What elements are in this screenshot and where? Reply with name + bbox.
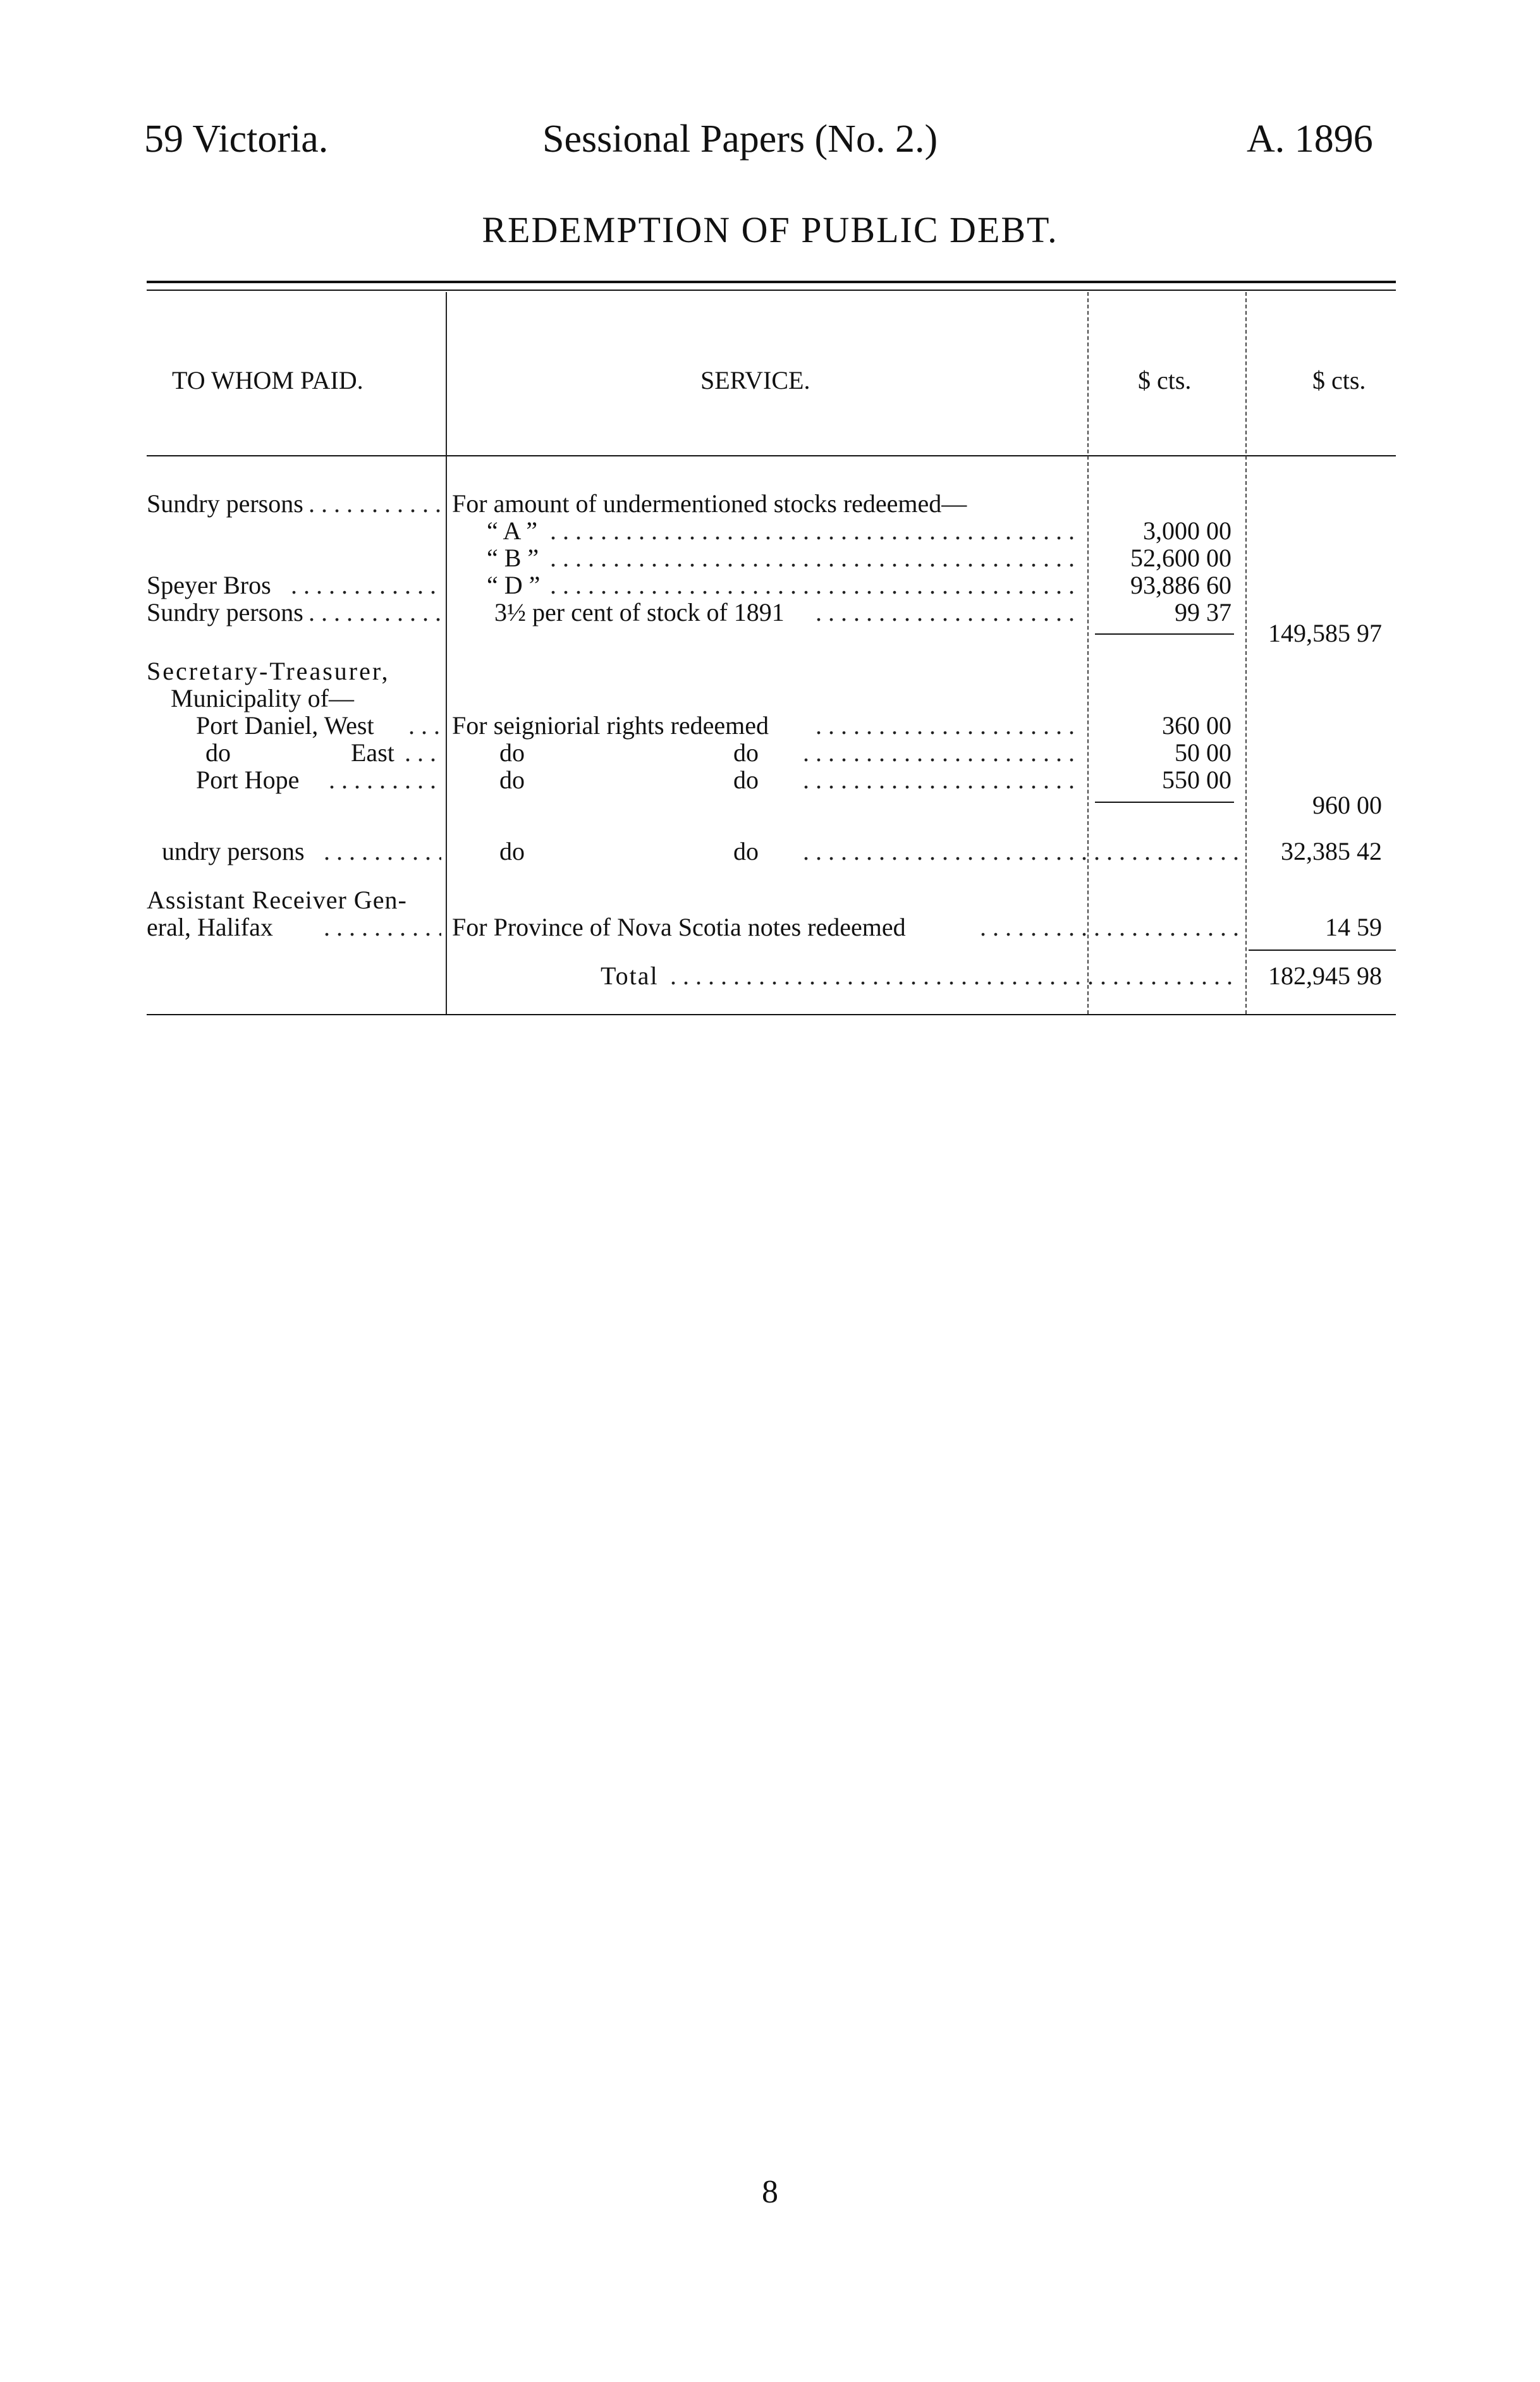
row10-paid-line1: Assistant Receiver Gen- — [147, 886, 407, 914]
row4-paid: Speyer Bros — [147, 571, 271, 599]
header-rule — [147, 455, 1396, 456]
top-rule-thin — [147, 290, 1396, 291]
row9-paid: undry persons — [162, 837, 305, 865]
row4-service: “ D ” — [487, 571, 541, 599]
row7-paid-do: do — [205, 738, 231, 767]
row2-leader — [550, 517, 1081, 545]
total-value: 182,945 98 — [1268, 962, 1382, 990]
col-header-dollars-cts-2: $ cts. — [1312, 366, 1366, 394]
col-divider-paid — [446, 292, 447, 1014]
row1-paid-leader — [309, 490, 441, 518]
row10-total: 14 59 — [1325, 913, 1382, 941]
subtotal2-rule — [1095, 802, 1234, 803]
header-center: Sessional Papers (No. 2.) — [542, 118, 938, 161]
page-number: 8 — [762, 2174, 778, 2210]
total-label: Total — [601, 962, 659, 990]
row8-paid-leader — [329, 766, 441, 794]
row6-paid-line3: Port Daniel, West — [196, 711, 374, 740]
row10-paid-leader — [324, 913, 441, 941]
row4-amount: 93,886 60 — [1130, 571, 1231, 599]
row4-paid-leader — [291, 571, 441, 599]
row7-service-do-b: do — [733, 738, 759, 767]
subtotal1-rule — [1095, 633, 1234, 635]
row7-paid-leader — [405, 739, 441, 767]
subtotal2-amount: 960 00 — [1312, 791, 1382, 819]
page-title: REDEMPTION OF PUBLIC DEBT. — [482, 209, 1058, 250]
row5-paid-leader — [309, 599, 441, 626]
row6-amount: 360 00 — [1162, 711, 1231, 740]
row6-leader — [816, 712, 1081, 740]
header-right: A. 1896 — [1247, 118, 1373, 161]
row8-leader — [803, 766, 1081, 794]
col-header-dollars-cts-1: $ cts. — [1138, 366, 1192, 394]
row9-total: 32,385 42 — [1281, 837, 1382, 865]
row7-amount: 50 00 — [1175, 738, 1231, 767]
row10-paid-line2: eral, Halifax — [147, 913, 273, 941]
row7-paid-east: East — [351, 738, 394, 767]
row5-amount: 99 37 — [1175, 598, 1231, 626]
row9-service-do-b: do — [733, 837, 759, 865]
col-divider-service — [1087, 292, 1089, 1014]
row3-service: “ B ” — [487, 544, 539, 572]
row5-leader — [816, 599, 1081, 626]
row9-service-do-a: do — [499, 837, 525, 865]
total-leader — [670, 962, 1239, 990]
col-header-to-whom-paid: TO WHOM PAID. — [172, 366, 364, 394]
bottom-rule — [147, 1014, 1396, 1015]
row6-paid-leader — [408, 712, 441, 740]
row3-leader — [550, 544, 1081, 572]
row10-service: For Province of Nova Scotia notes redeemed — [452, 913, 906, 941]
row2-amount: 3,000 00 — [1143, 516, 1231, 545]
row6-service: For seigniorial rights redeemed — [452, 711, 769, 740]
row6-paid-line1: Secretary-Treasurer, — [147, 657, 390, 685]
row9-leader — [803, 838, 1239, 865]
row6-paid-line2: Municipality of— — [171, 684, 354, 712]
col-header-service: SERVICE. — [700, 366, 810, 394]
row8-service-do-a: do — [499, 766, 525, 794]
row10-leader — [980, 913, 1239, 941]
row1-service: For amount of undermentioned stocks redeemed— — [452, 489, 967, 518]
row8-paid: Port Hope — [196, 766, 300, 794]
row7-leader — [803, 739, 1081, 767]
row5-service: 3½ per cent of stock of 1891 — [494, 598, 785, 626]
row7-service-do-a: do — [499, 738, 525, 767]
row8-amount: 550 00 — [1162, 766, 1231, 794]
top-rule — [147, 281, 1396, 283]
row2-service: “ A ” — [487, 516, 537, 545]
header-left: 59 Victoria. — [144, 118, 329, 161]
row3-amount: 52,600 00 — [1130, 544, 1231, 572]
row5-paid: Sundry persons — [147, 598, 303, 626]
row8-service-do-b: do — [733, 766, 759, 794]
row1-paid: Sundry persons — [147, 489, 303, 518]
row9-paid-leader — [324, 838, 441, 865]
total-rule — [1249, 950, 1396, 951]
row4-leader — [550, 571, 1081, 599]
col-divider-amount — [1245, 292, 1247, 1014]
subtotal1-amount: 149,585 97 — [1268, 619, 1382, 647]
